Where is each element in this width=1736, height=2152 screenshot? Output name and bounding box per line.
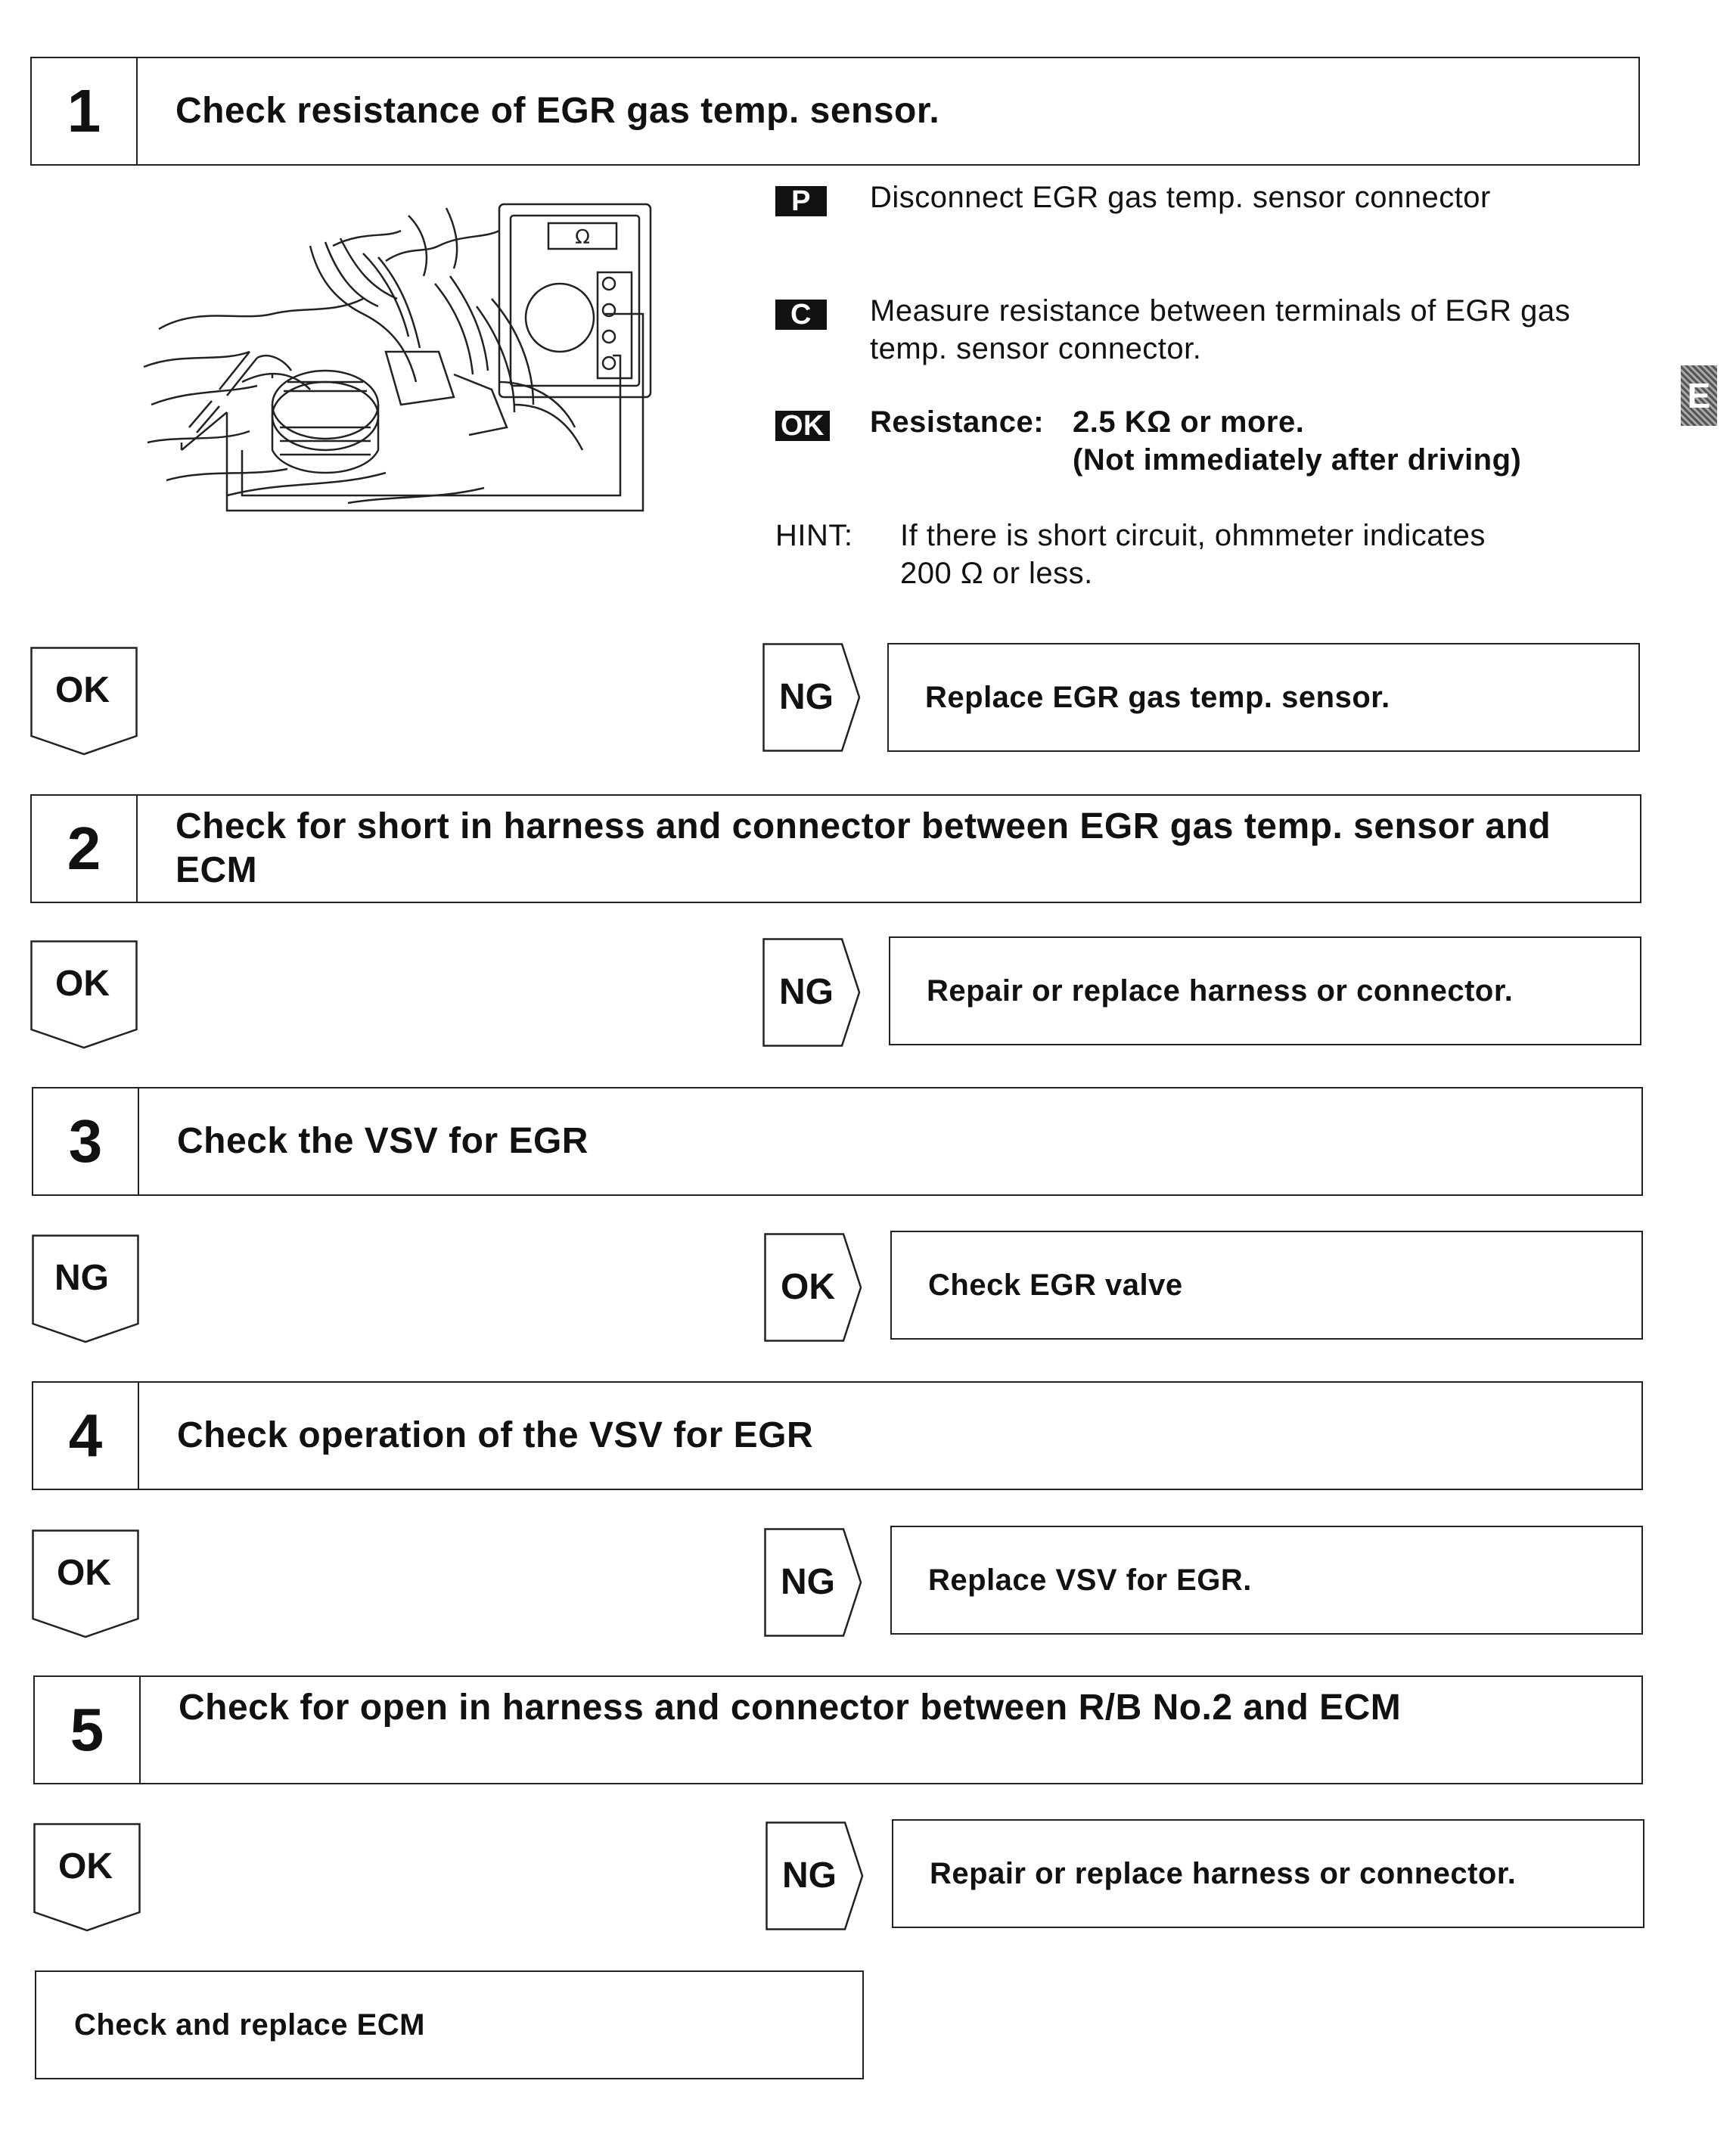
step-4-title: Check operation of the VSV for EGR: [177, 1415, 814, 1455]
step-1-title: Check resistance of EGR gas temp. sensor.: [175, 91, 940, 131]
step-1-header: [30, 57, 1640, 166]
flow-3-down-tag: [32, 1234, 139, 1343]
flow-5-side-label: NG: [782, 1855, 837, 1896]
flow-4-side-tag: [764, 1528, 862, 1637]
flow-4-side-label: NG: [781, 1562, 835, 1602]
step-5-title: Check for open in harness and connector between R/B No.2 and ECM: [179, 1688, 1402, 1728]
ok-badge: OK: [775, 411, 830, 441]
flow-4-result: Replace VSV for EGR.: [890, 1526, 1643, 1635]
section-tab-letter: E: [1687, 376, 1711, 415]
flow-3-side-label: OK: [781, 1267, 835, 1307]
flow-3-side-tag: [764, 1233, 862, 1342]
step-3-header: [32, 1087, 1643, 1196]
step-4-header: [32, 1381, 1643, 1490]
step-2-header: [30, 794, 1641, 903]
flow-2-side-label: NG: [779, 972, 834, 1012]
resistance-value: 2.5 KΩ or more.: [1073, 405, 1305, 439]
step-5-number: 5: [35, 1677, 141, 1783]
flow-4-down-label: OK: [57, 1553, 111, 1593]
hint-line2: 200 Ω or less.: [900, 557, 1093, 590]
hint-line1: If there is short circuit, ohmmeter indicates: [900, 519, 1486, 552]
step-1-instructions: [775, 174, 1645, 598]
flow-1-side-label: NG: [779, 677, 834, 717]
flow-5-side-tag: [766, 1821, 864, 1930]
flow-2-result: Repair or replace harness or connector.: [889, 936, 1641, 1045]
flow-5-down-label: OK: [58, 1846, 113, 1886]
flow-4-down-tag: [32, 1529, 139, 1638]
flow-1-down-label: OK: [55, 670, 110, 710]
step-1-number: 1: [32, 58, 138, 164]
ohmmeter-illustration: [136, 200, 666, 533]
hint-label: HINT:: [775, 519, 853, 552]
flow-2-side-tag: [762, 938, 861, 1047]
resistance-note: (Not immediately after driving): [1073, 443, 1522, 477]
flow-1-result: Replace EGR gas temp. sensor.: [887, 643, 1640, 752]
step-4-number: 4: [33, 1383, 139, 1489]
ohm-symbol: Ω: [575, 226, 590, 249]
step-2-title: Check for short in harness and connector between EGR gas temp. sensor and ECM: [175, 806, 1551, 890]
c-instruction-line1: Measure resistance between terminals of EGR gas: [870, 294, 1571, 328]
flow-3-down-label: NG: [54, 1258, 109, 1298]
flow-5-down-tag: [33, 1823, 141, 1932]
c-instruction-line2: temp. sensor connector.: [870, 332, 1202, 365]
flow-1-side-tag: [762, 643, 861, 752]
flow-3-result: Check EGR valve: [890, 1231, 1643, 1340]
step-3-number: 3: [33, 1088, 139, 1194]
flow-1-down-tag: [30, 647, 138, 756]
c-badge: C: [775, 300, 827, 330]
p-badge: P: [775, 186, 827, 216]
section-tab: [1681, 365, 1717, 426]
step-5-header: [33, 1675, 1643, 1784]
step-3-title: Check the VSV for EGR: [177, 1121, 589, 1161]
flow-2-down-tag: [30, 940, 138, 1049]
p-instruction: Disconnect EGR gas temp. sensor connector: [870, 181, 1491, 214]
final-action-box: Check and replace ECM: [35, 1970, 864, 2079]
step-2-number: 2: [32, 796, 138, 902]
engine-sensor-drawing: [136, 200, 666, 533]
flow-2-down-label: OK: [55, 964, 110, 1004]
flow-5-result: Repair or replace harness or connector.: [892, 1819, 1644, 1928]
resistance-label: Resistance:: [870, 405, 1045, 439]
